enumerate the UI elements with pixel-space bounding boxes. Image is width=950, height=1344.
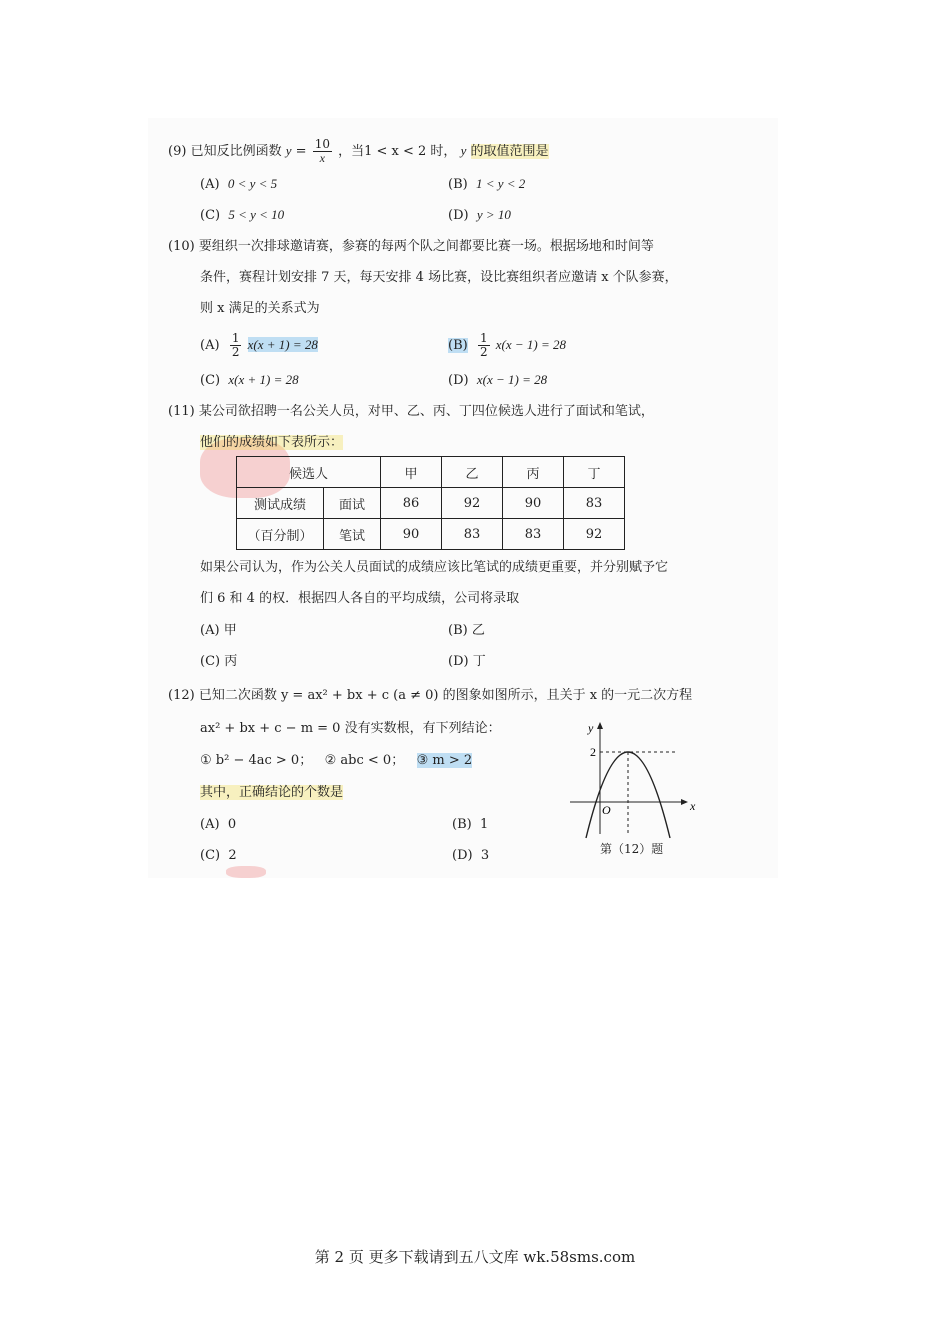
q12-option-c: (C) 2 [200, 848, 237, 863]
q9-option-a: (A) 0 < y < 5 [200, 176, 278, 192]
table-cell: 83 [442, 519, 503, 550]
q9-pre: 已知反比例函数 [190, 144, 282, 159]
table-head-cell: 甲 [381, 457, 442, 488]
table-cell: 83 [503, 519, 564, 550]
q12-line-1: (12) 已知二次函数 y = ax² + bx + c (a ≠ 0) 的图象如图所示，且关于 x 的一元二次方程 [168, 688, 693, 703]
score-table [236, 456, 625, 550]
q9-option-d: (D) y > 10 [448, 207, 511, 223]
q11-option-c: (C) 丙 [200, 654, 238, 669]
ink-stain [226, 866, 266, 878]
table-header-row [237, 457, 625, 488]
q11-line-1: (11) 某公司欲招聘一名公关人员，对甲、乙、丙、丁四位候选人进行了面试和笔试， [168, 404, 654, 419]
q12-conclusion-2: ② abc < 0； [324, 753, 405, 768]
q10-line-3: 则 x 满足的关系式为 [200, 301, 320, 316]
q12-line-2: ax² + bx + c − m = 0 没有实数根，有下列结论： [200, 721, 501, 736]
table-cell: 90 [503, 488, 564, 519]
table-head-cell: 乙 [442, 457, 503, 488]
q9-func-eq: = [295, 144, 307, 159]
q10-option-b: (B) $\frac{1}{2}$ x(x − 1) = 28 [448, 331, 566, 359]
q10-option-d: (D) x(x − 1) = 28 [448, 372, 548, 388]
table-row-label: 笔试 [324, 519, 381, 550]
table-row [237, 488, 625, 519]
q11-option-a: (A) 甲 [200, 623, 237, 638]
y-axis-arrow [597, 722, 603, 729]
q9-frac-den: x [319, 151, 325, 165]
table-cell: 92 [442, 488, 503, 519]
origin-label: O [602, 803, 611, 817]
table-cell: 83 [564, 488, 625, 519]
q10-option-a: (A) $\frac{1}{2}$ x(x + 1) = 28 [200, 331, 318, 359]
table-cell: 90 [381, 519, 442, 550]
q12-option-a: (A) 0 [200, 817, 237, 832]
table-group-label-2: （百分制） [237, 519, 324, 550]
q9-cond: ，当1 < x < 2 时， [338, 144, 457, 159]
y-axis-label: y [588, 721, 594, 735]
q9-frac-num: 10 [314, 137, 330, 151]
x-axis-label: x [690, 799, 696, 813]
graph-caption: 第（12）题 [600, 842, 664, 856]
q12-option-d: (D) 3 [452, 848, 490, 863]
q11-line-2: 他们的成绩如下表所示： [200, 435, 344, 450]
max-value-label: 2 [590, 745, 596, 759]
table-head-cell: 丙 [503, 457, 564, 488]
q9-func-y: y [285, 143, 292, 158]
q11-option-d: (D) 丁 [448, 654, 486, 669]
q9-option-c: (C) 5 < y < 10 [200, 207, 285, 223]
q11-option-b: (B) 乙 [448, 623, 485, 638]
q11-line-3: 如果公司认为，作为公关人员面试的成绩应该比笔试的成绩更重要，并分别赋予它 [200, 560, 669, 575]
q12-conclusions [200, 753, 472, 769]
table-row [237, 519, 625, 550]
table-corner: 候选人 [237, 457, 381, 488]
q10-line-2: 条件，赛程计划安排 7 天，每天安排 4 场比赛，设比赛组织者应邀请 x 个队参赛， [200, 270, 678, 285]
q12-line-4: 其中，正确结论的个数是 [200, 785, 344, 800]
q10-line-1: (10) 要组织一次排球邀请赛，参赛的每两个队之间都要比赛一场。根据场地和时间等 [168, 239, 654, 254]
table-cell: 86 [381, 488, 442, 519]
page-footer: 第 2 页 更多下载请到五八文库 wk.58sms.com [314, 1248, 636, 1266]
table-cell: 92 [564, 519, 625, 550]
x-axis-arrow [681, 799, 688, 805]
table-row-label: 面试 [324, 488, 381, 519]
q12-option-b: (B) 1 [452, 817, 489, 832]
q9-fraction [313, 138, 332, 165]
q9-option-b: (B) 1 < y < 2 [448, 176, 526, 192]
q11-line-4: 们 6 和 4 的权．根据四人各自的平均成绩，公司将录取 [200, 591, 520, 606]
q12-conclusion-3: ③ m > 2 [416, 753, 473, 768]
q9-number: (9) [168, 144, 187, 159]
q9-tail: 的取值范围是 [470, 144, 549, 159]
table-group-label-1: 测试成绩 [237, 488, 324, 519]
q9-stem [168, 138, 549, 165]
table-head-cell: 丁 [564, 457, 625, 488]
q10-option-c: (C) x(x + 1) = 28 [200, 372, 299, 388]
q9-tail-y: y [460, 143, 467, 158]
q12-conclusion-1: ① b² − 4ac > 0； [200, 753, 313, 768]
